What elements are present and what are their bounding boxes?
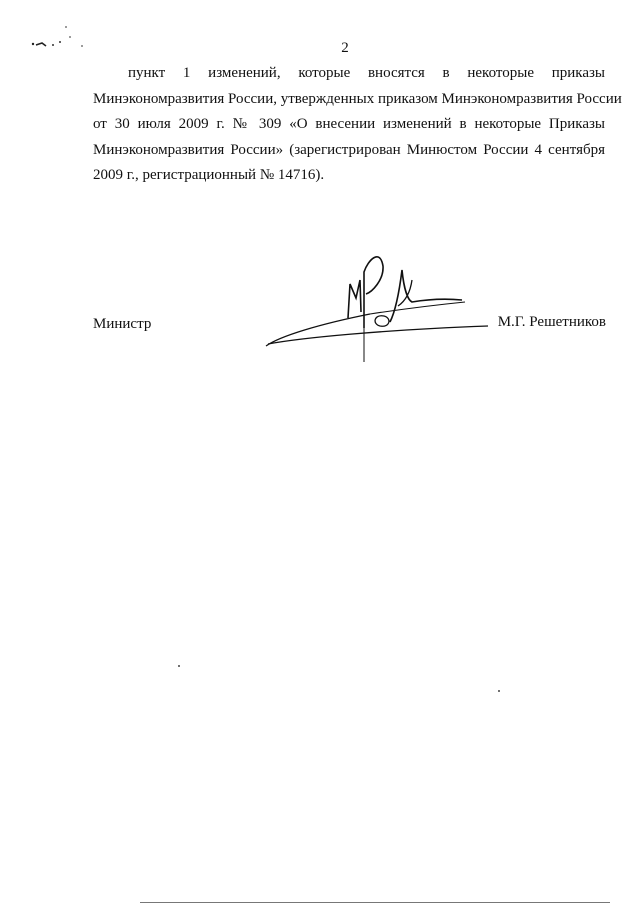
paragraph-line: Минэкономразвития России» (зарегистрирован Минюстом России 4 сентября xyxy=(93,141,605,158)
handwritten-signature xyxy=(260,240,490,365)
scan-speck xyxy=(178,665,180,667)
paragraph-line: от 30 июля 2009 г. № 309 «О внесении изменений в некоторые Приказы xyxy=(93,116,605,132)
signature-block xyxy=(0,240,640,370)
page-number: 2 xyxy=(341,40,349,56)
paragraph-line: 2009 г., регистрационный № 14716). xyxy=(93,167,325,183)
body-paragraph xyxy=(93,61,622,189)
scan-speck xyxy=(498,690,500,692)
signer-role: Министр xyxy=(93,316,152,332)
paragraph-line: пункт 1 изменений, которые вносятся в некоторые приказы xyxy=(128,65,605,81)
signer-name: М.Г. Решетников xyxy=(497,314,606,330)
scan-page-edge xyxy=(140,902,610,903)
paragraph-line: Минэкономразвития России, утвержденных приказом Минэкономразвития России xyxy=(93,90,622,107)
